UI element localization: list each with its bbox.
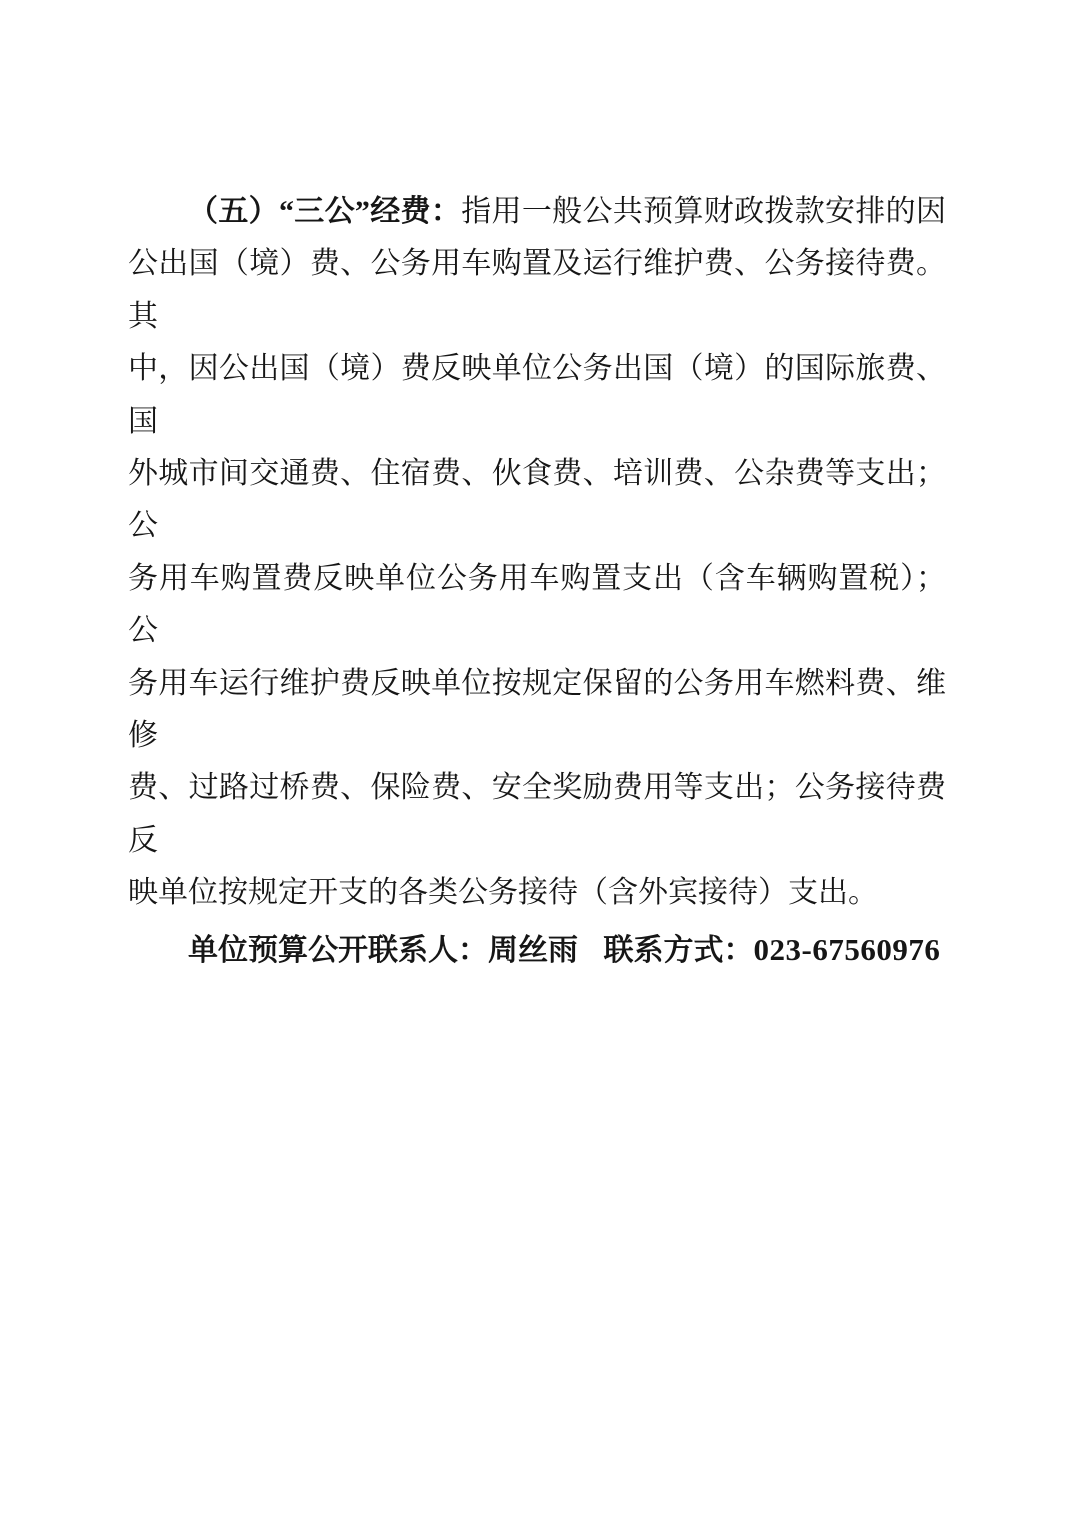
- contact-name: 周丝雨: [488, 933, 578, 967]
- paragraph-line-4: 外城市间交通费、住宿费、伙食费、培训费、公杂费等支出；公: [128, 457, 946, 543]
- paragraph-lead: （五）“三公”经费：: [188, 195, 462, 228]
- contact-phone: 023-67560976: [753, 931, 941, 967]
- paragraph-line-1-text: 指用一般公共预算财政拨款安排的因: [461, 195, 947, 228]
- paragraph-line-3: 中，因公出国（境）费反映单位公务出国（境）的国际旅费、国: [128, 352, 946, 438]
- contact-line: [128, 924, 946, 977]
- text-block: [128, 186, 946, 977]
- paragraph-line-8: 映单位按规定开支的各类公务接待（含外宾接待）支出。: [128, 876, 878, 910]
- paragraph-line-7: 费、过路过桥费、保险费、安全奖励费用等支出；公务接待费反: [128, 771, 946, 857]
- paragraph-line-2: 公出国（境）费、公务用车购置及运行维护费、公务接待费。其: [128, 247, 946, 333]
- contact-label: 单位预算公开联系人：: [188, 933, 488, 967]
- paragraph-line-5: 务用车购置费反映单位公务用车购置支出（含车辆购置税）；公: [128, 561, 946, 648]
- contact-method-label: 联系方式：: [603, 933, 754, 967]
- paragraph-line-6: 务用车运行维护费反映单位按规定保留的公务用车燃料费、维修: [128, 666, 946, 753]
- paragraph-line-1: [128, 186, 946, 238]
